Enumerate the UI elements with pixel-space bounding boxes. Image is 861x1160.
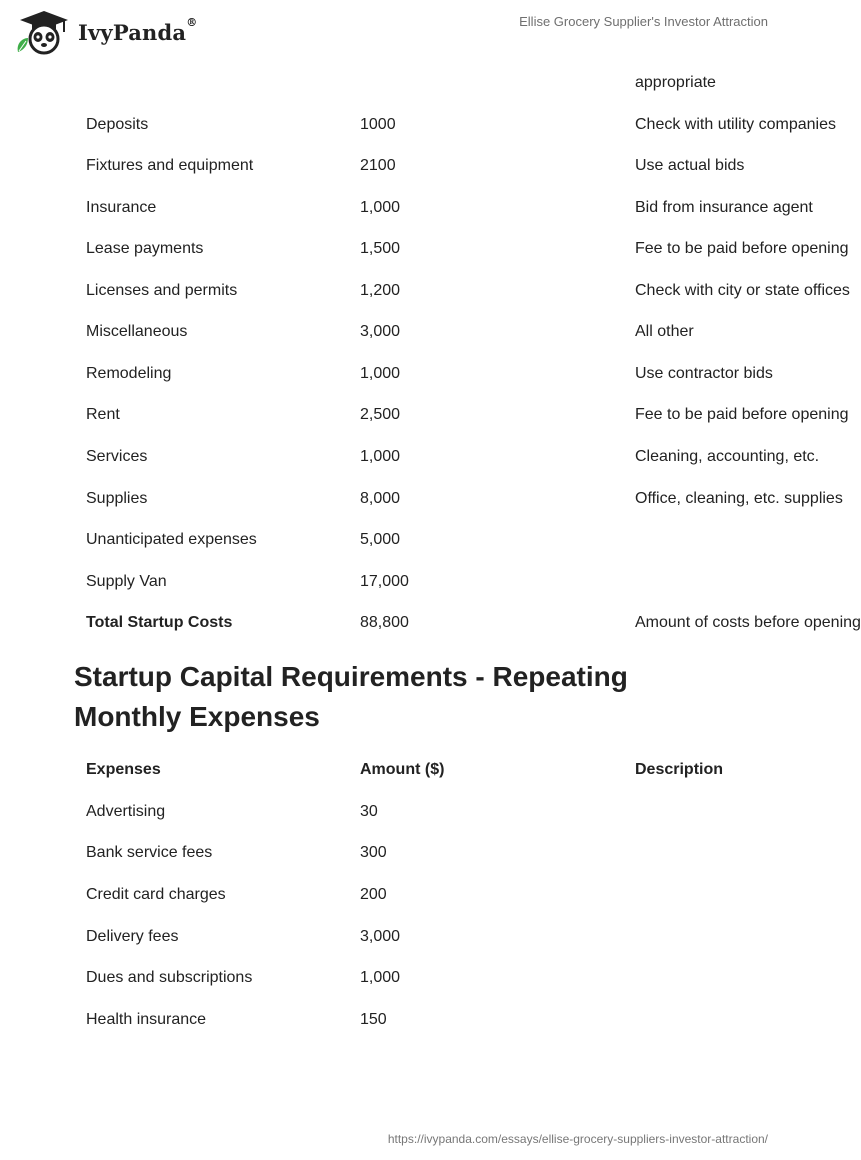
document-title: Ellise Grocery Supplier's Investor Attraction — [519, 14, 768, 29]
amount-cell: 1,000 — [360, 448, 401, 465]
amount-cell: 2,500 — [360, 406, 401, 423]
table-row — [0, 487, 843, 511]
table-row — [0, 445, 820, 469]
header-amount: Amount ($) — [360, 761, 445, 778]
total-amount: 88,800 — [360, 614, 409, 631]
description-cell: Cleaning, accounting, etc. — [635, 448, 820, 465]
item-cell: Miscellaneous — [86, 323, 188, 340]
amount-cell: 300 — [360, 844, 387, 861]
description-cell: Office, cleaning, etc. supplies — [635, 490, 843, 507]
item-cell: Rent — [86, 406, 120, 423]
table-row — [0, 883, 800, 907]
registered-mark: ® — [186, 15, 198, 29]
amount-cell: 1,200 — [360, 282, 401, 299]
header-expenses: Expenses — [86, 761, 161, 778]
item-cell: Supplies — [86, 490, 148, 507]
item-cell: Bank service fees — [86, 844, 213, 861]
description-cell: Use actual bids — [635, 157, 745, 174]
table-row — [0, 196, 813, 220]
table-row — [0, 403, 849, 427]
item-cell: Delivery fees — [86, 928, 179, 945]
table-row — [0, 800, 800, 824]
item-cell: Health insurance — [86, 1011, 207, 1028]
item-cell: Lease payments — [86, 240, 204, 257]
item-cell: Deposits — [86, 116, 149, 133]
amount-cell: 1,000 — [360, 365, 401, 382]
item-cell: Insurance — [86, 199, 157, 216]
ivypanda-logo[interactable] — [14, 8, 197, 56]
item-cell: Unanticipated expenses — [86, 531, 257, 548]
item-cell: Fixtures and equipment — [86, 157, 254, 174]
table-row — [0, 154, 800, 178]
logo-text: IvyPanda — [78, 19, 187, 45]
table-row — [0, 71, 800, 95]
amount-cell: 200 — [360, 886, 387, 903]
amount-cell: 1,500 — [360, 240, 401, 257]
amount-cell: 8,000 — [360, 490, 401, 507]
amount-cell: 1000 — [360, 116, 396, 133]
amount-cell: 17,000 — [360, 573, 409, 590]
table-row — [0, 528, 800, 552]
amount-cell: 30 — [360, 803, 378, 820]
amount-cell: 1,000 — [360, 969, 401, 986]
logo-wordmark — [78, 15, 198, 45]
total-row — [0, 611, 861, 635]
description-cell: Use contractor bids — [635, 365, 773, 382]
description-cell: appropriate — [635, 74, 716, 91]
table-row — [0, 1008, 800, 1032]
description-cell: Check with utility companies — [635, 116, 836, 133]
description-cell: Fee to be paid before opening — [635, 406, 849, 423]
table-row — [0, 841, 800, 865]
header-description: Description — [635, 761, 724, 778]
table-row — [0, 320, 800, 344]
table-header-row — [0, 758, 800, 782]
amount-cell: 3,000 — [360, 323, 401, 340]
table-row — [0, 570, 800, 594]
amount-cell: 1,000 — [360, 199, 401, 216]
source-url-link[interactable]: https://ivypanda.com/essays/ellise-grocery-suppliers-investor-attraction/ — [387, 1132, 768, 1146]
description-cell: Fee to be paid before opening — [635, 240, 849, 257]
item-cell: Dues and subscriptions — [86, 969, 253, 986]
table-row — [0, 925, 800, 949]
amount-cell: 5,000 — [360, 531, 401, 548]
table-row — [0, 113, 836, 137]
description-cell: Bid from insurance agent — [635, 199, 813, 216]
description-cell: All other — [635, 323, 694, 340]
total-label: Total Startup Costs — [86, 614, 233, 631]
table-row — [0, 279, 850, 303]
amount-cell: 150 — [360, 1011, 387, 1028]
item-cell: Advertising — [86, 803, 166, 820]
item-cell: Services — [86, 448, 148, 465]
amount-cell: 3,000 — [360, 928, 401, 945]
table-row — [0, 966, 800, 990]
item-cell: Credit card charges — [86, 886, 226, 903]
item-cell: Remodeling — [86, 365, 172, 382]
total-description: Amount of costs before opening — [635, 614, 861, 631]
table-row — [0, 362, 800, 386]
panda-graduate-icon — [14, 8, 72, 56]
page-header — [0, 0, 800, 60]
item-cell: Supply Van — [86, 573, 167, 590]
table-row — [0, 237, 849, 261]
section-heading: Startup Capital Requirements - Repeating Monthly Expenses — [74, 661, 628, 732]
description-cell: Check with city or state offices — [635, 282, 850, 299]
amount-cell: 2100 — [360, 157, 396, 174]
item-cell: Licenses and permits — [86, 282, 238, 299]
